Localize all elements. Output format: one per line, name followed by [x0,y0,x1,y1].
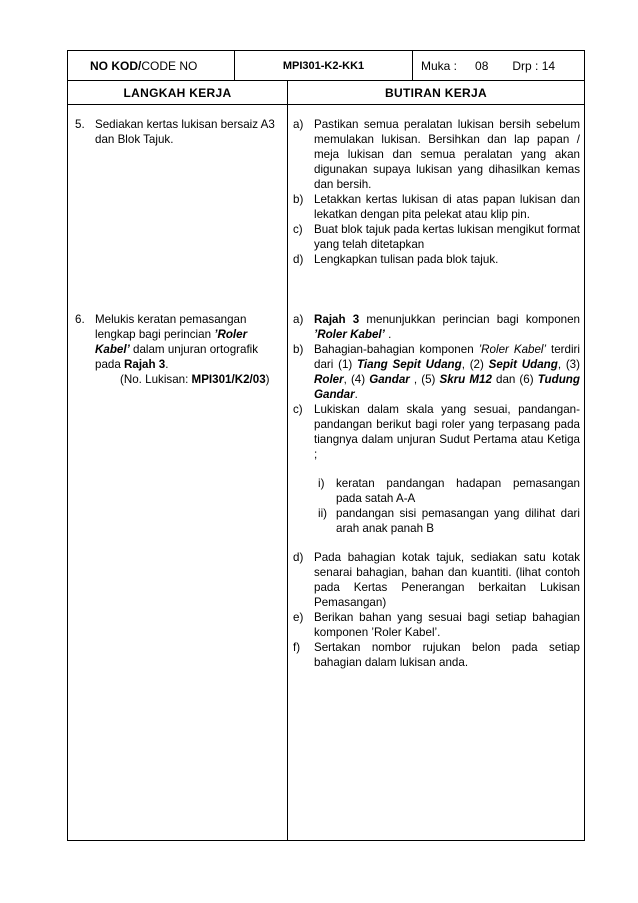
item-text: Berikan bahan yang sesuai bagi setiap bahagian komponen ’Roler Kabel’. [314,611,580,639]
step-number: 5. [75,118,85,131]
detail-item [288,192,584,222]
muka-label: Muka : [421,58,458,73]
work-table [67,81,585,841]
code-label-bold: NO KOD [90,58,138,73]
item-label: d) [293,551,304,564]
page-info [413,51,584,80]
code-value: MPI301-K2-KK1 [235,51,413,80]
item-text: Pastikan semua peralatan lukisan bersih sebelum memulakan lukisan. Bersihkan dan lap papan / meja lukisan dan semua peralatan yang akan digunakan supaya lukisan yang dihasilkan kemas dan bersih. [314,118,580,191]
code-label-text: CODE NO [141,58,198,73]
detail-item [288,342,584,402]
item-label: a) [293,118,304,131]
item-label: c) [293,403,303,416]
item-text: Lukiskan dalam skala yang sesuai, pandangan-pandangan berikut bagi roler yang terpasang pada tiangnya dalam unjuran Sudut Pertama atau Ketiga ; [314,403,580,461]
step-6-details [288,312,584,670]
item-text: Sertakan nombor rujukan belon pada setiap bahagian dalam lukisan anda. [314,641,580,669]
code-label-sep: / [138,58,142,73]
detail-item [288,402,584,462]
sub-item-label: i) [318,477,325,490]
drawing-number: (No. Lukisan: MPI301/K2/03) [120,373,270,386]
item-label: f) [293,641,301,654]
muka-value: 08 [475,58,489,73]
item-text: Pada bahagian kotak tajuk, sediakan satu kotak senarai bahagian, bahan dan kuantiti. (lihat contoh pada Kertas Penerangan berkaitan Lukisan Pemasangan) [314,551,580,609]
item-text: Bahagian-bahagian komponen ’Roler Kabel’ terdiri dari (1) Tiang Sepit Udang, (2) Sepit Udang, (3) Roler, (4) Gandar , (5) Skru M12 dan (6) Tudung Gandar. [314,343,580,401]
detail-item [288,640,584,670]
step-text: Sediakan kertas lukisan bersaiz A3 dan Blok Tajuk. [95,118,275,146]
step-5 [68,117,284,147]
item-text: Buat blok tajuk pada kertas lukisan mengikut format yang telah ditetapkan [314,223,580,251]
code-header [67,50,585,81]
step-6 [68,312,284,387]
sub-item-text: keratan pandangan hadapan pemasangan pada satah A-A [336,477,580,505]
sub-item [288,506,584,536]
step-5-details [288,117,584,267]
item-label: d) [293,253,304,266]
sub-item [288,476,584,506]
step-text: Melukis keratan pemasangan lengkap bagi perincian ’Roler Kabel’ dalam unjuran ortografik pada Rajah 3. [95,313,259,371]
detail-item [288,222,584,252]
item-text: Letakkan kertas lukisan di atas papan lukisan dan lekatkan dengan pita pelekat atau klip pin. [314,193,580,221]
header-divider [68,104,584,105]
detail-item [288,550,584,610]
detail-item [288,252,584,267]
column-header-butiran: BUTIRAN KERJA [385,85,487,100]
drp-label: Drp : 14 [512,58,556,73]
sub-item-text: pandangan sisi pemasangan yang dilihat dari arah anak panah B [336,507,580,535]
code-label [68,51,235,80]
item-label: b) [293,343,304,356]
column-header-langkah: LANGKAH KERJA [123,85,232,100]
item-label: c) [293,223,303,236]
detail-item [288,117,584,192]
item-label: b) [293,193,304,206]
item-label: e) [293,611,304,624]
step-number: 6. [75,313,85,326]
detail-item [288,610,584,640]
detail-item [288,312,584,342]
item-text: Lengkapkan tulisan pada blok tajuk. [314,253,499,266]
sub-item-label: ii) [318,507,328,520]
item-text: Rajah 3 menunjukkan perincian bagi komponen ’Roler Kabel’ . [314,313,580,341]
item-label: a) [293,313,304,326]
